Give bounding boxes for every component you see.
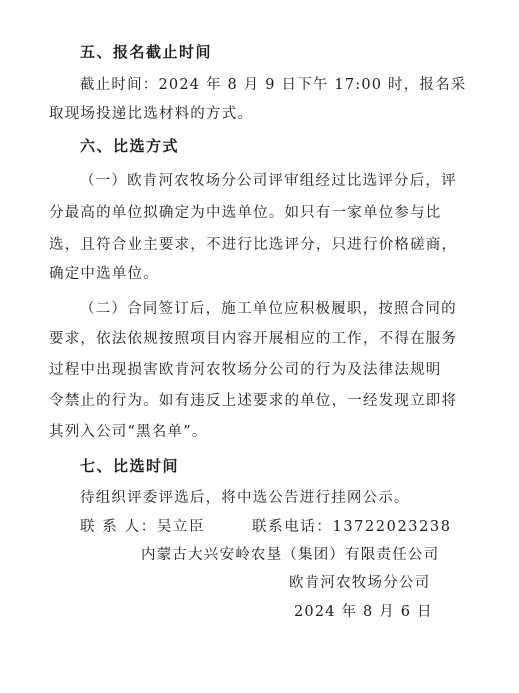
section-7-line: 待组织评委评选后，将中选公告进行挂网公示。 <box>80 490 410 506</box>
section-6-para-1-line-3: 选，且符合业主要求，不进行比选评分，只进行价格磋商， <box>49 237 458 253</box>
signature-branch: 欧肯河农牧场分公司 <box>289 575 431 591</box>
section-6-para-1-line-4: 确定中选单位。 <box>49 266 159 282</box>
contact-phone: 联系电话：13722023238 <box>252 519 452 535</box>
section-6-para-2-line-5: 其列入公司“黑名单”。 <box>49 424 208 440</box>
section-6-para-1-line-2: 分最高的单位拟确定为中选单位。如只有一家单位参与比 <box>49 205 442 221</box>
section-6-para-1-line-1: （一）欧肯河农牧场分公司评审组经过比选评分后，评 <box>80 173 457 189</box>
section-6-heading: 六、比选方式 <box>80 137 180 155</box>
section-7-heading: 七、比选时间 <box>80 457 180 475</box>
section-6-para-2-line-3: 过程中出现损害欧肯河农牧场分公司的行为及法律法规明 <box>49 362 442 378</box>
contact-person: 联 系 人：吴立臣 <box>80 519 206 535</box>
section-6-para-2-line-4: 令禁止的行为。如有违反上述要求的单位，一经发现立即将 <box>49 393 458 409</box>
section-5-heading: 五、报名截止时间 <box>80 43 213 61</box>
section-6-para-2-line-2: 要求，依法依规按照项目内容开展相应的工作，不得在服务 <box>49 331 458 347</box>
signature-date: 2024 年 8 月 6 日 <box>294 604 433 620</box>
section-5-line-2: 取现场投递比选材料的方式。 <box>49 106 254 122</box>
section-6-para-2-line-1: （二）合同签订后，施工单位应积极履职，按照合同的 <box>80 301 457 317</box>
section-5-line-1: 截止时间：2024 年 8 月 9 日下午 17:00 时，报名采 <box>80 77 467 93</box>
signature-company: 内蒙古大兴安岭农垦（集团）有限责任公司 <box>141 547 440 563</box>
